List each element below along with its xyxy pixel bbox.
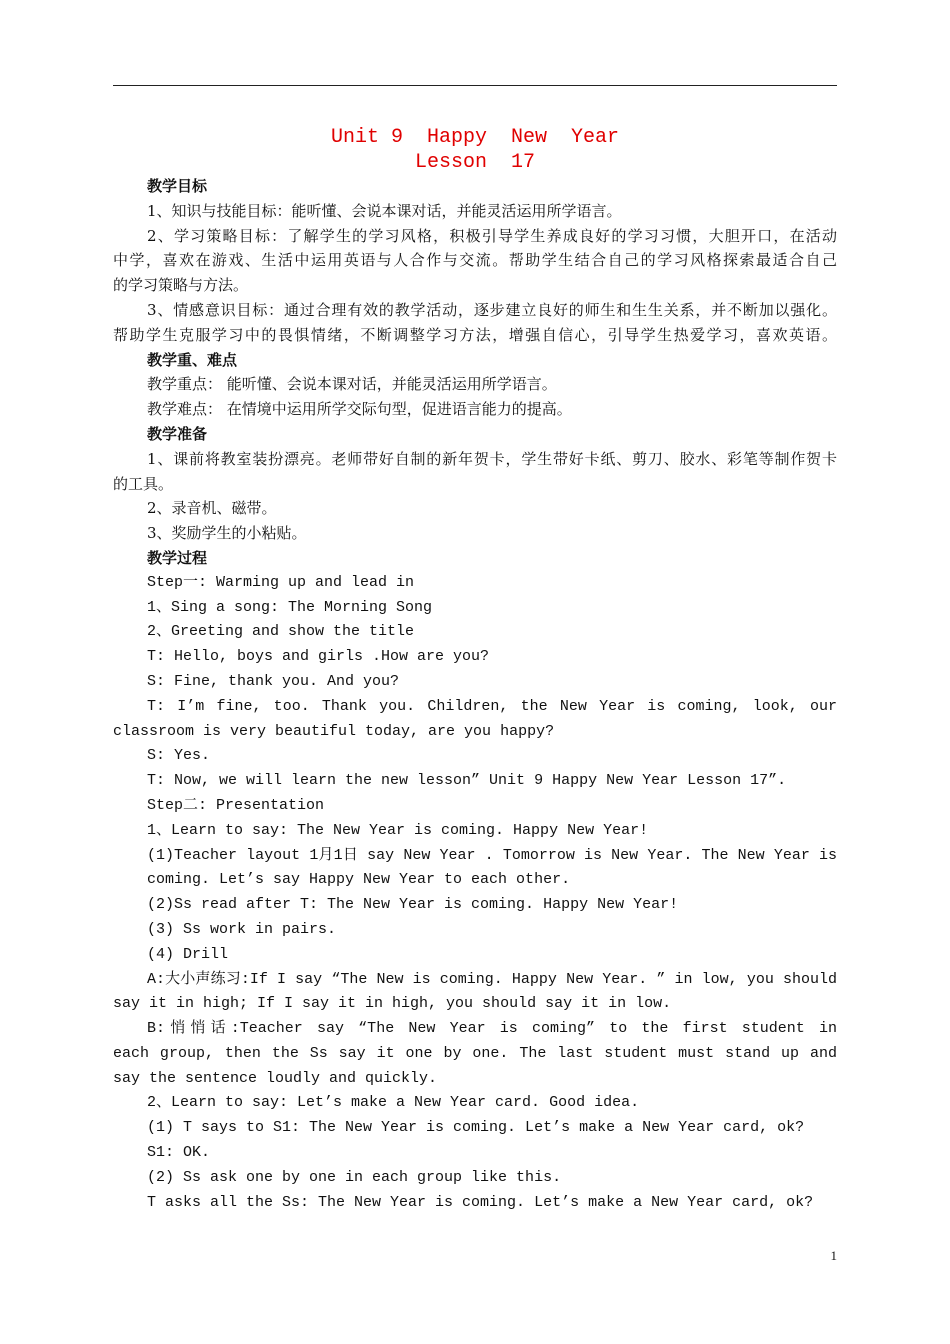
text-line: T: I’m fine, too. Thank you. Children, the New Year is coming, look, our <box>147 697 837 715</box>
text-line: (3) Ss work in pairs. <box>147 920 337 938</box>
text-line: Step二: Presentation <box>147 796 325 814</box>
page-number: 1 <box>830 1248 837 1263</box>
text-line: 教学重点： 能听懂、会说本课对话，并能灵活运用所学语言。 <box>147 375 557 394</box>
text-line: 教学难点： 在情境中运用所学交际句型，促进语言能力的提高。 <box>147 400 572 419</box>
text-line: 的工具。 <box>113 474 174 493</box>
text-line: say the sentence loudly and quickly. <box>113 1069 438 1087</box>
section-heading: 教学目标 <box>147 177 208 195</box>
text-line: (1)Teacher layout 1月1日 say New Year . Tomorrow is New Year. The New Year is <box>147 846 837 864</box>
text-line: (1) T says to S1: The New Year is coming. Let’s make a New Year card, ok? <box>147 1119 805 1137</box>
text-line: 帮助学生克服学习中的畏惧情绪，不断调整学习方法，增强自信心，引导学生热爱学习，喜欢英语。 <box>113 325 837 344</box>
text-line: Step一: Warming up and lead in <box>147 573 415 591</box>
text-line: classroom is very beautiful today, are you happy? <box>113 722 555 740</box>
text-line: 1、课前将教室装扮漂亮。老师带好自制的新年贺卡，学生带好卡纸、剪刀、胶水、彩笔等制作贺卡 <box>147 449 837 468</box>
doc-title: Unit 9 Happy New Year <box>330 126 620 149</box>
header-rule <box>113 85 837 86</box>
text-line: (2) Ss ask one by one in each group like this. <box>147 1168 562 1186</box>
text-line: S: Fine, thank you. And you? <box>147 672 400 690</box>
text-line: 2、Learn to say: Let’s make a New Year card. Good idea. <box>147 1094 640 1112</box>
text-line: say it in high; If I say it in high, you should say it in low. <box>113 995 672 1013</box>
text-line: S: Yes. <box>147 747 211 765</box>
text-line: 1、Sing a song: The Morning Song <box>147 598 433 616</box>
section-heading: 教学重、难点 <box>147 350 238 369</box>
text-line: 1、知识与技能目标：能听懂、会说本课对话，并能灵活运用所学语言。 <box>147 201 622 220</box>
document-body <box>113 174 837 1215</box>
text-line: 2、Greeting and show the title <box>147 623 415 641</box>
text-line: T asks all the Ss: The New Year is coming. Let’s make a New Year card, ok? <box>147 1193 814 1211</box>
text-line: 3、情感意识目标：通过合理有效的教学活动，逐步建立良好的师生和生生关系，并不断加以强化。 <box>147 300 837 319</box>
text-line: B:悄悄话:Teacher say “The New Year is coming” to the first student in <box>147 1020 837 1038</box>
text-line: 2、录音机、磁带。 <box>147 499 277 518</box>
text-line: 1、Learn to say: The New Year is coming. Happy New Year! <box>147 821 649 839</box>
text-line: (2)Ss read after T: The New Year is coming. Happy New Year! <box>147 896 679 914</box>
section-heading: 教学准备 <box>147 424 208 443</box>
text-line: each group, then the Ss say it one by one. The last student must stand up and <box>113 1044 837 1062</box>
doc-subtitle: Lesson 17 <box>414 151 536 174</box>
text-line: A:大小声练习:If I say “The New is coming. Happy New Year. ” in low, you should <box>147 970 837 988</box>
text-line: T: Now, we will learn the new lesson” Unit 9 Happy New Year Lesson 17”. <box>147 772 787 790</box>
text-line: (4) Drill <box>147 945 229 963</box>
text-line: 2、学习策略目标：了解学生的学习风格，积极引导学生养成良好的学习习惯，大胆开口，在活动 <box>147 226 837 245</box>
text-line: S1: OK. <box>147 1144 211 1162</box>
text-line: coming. Let’s say Happy New Year to each other. <box>147 871 571 889</box>
text-line: 中学，喜欢在游戏、生活中运用英语与人合作与交流。帮助学生结合自己的学习风格探索最适合自己 <box>113 251 837 270</box>
text-line: T: Hello, boys and girls .How are you? <box>147 648 490 666</box>
text-line: 的学习策略与方法。 <box>113 276 249 295</box>
text-line: 3、奖励学生的小粘贴。 <box>147 524 307 543</box>
section-heading: 教学过程 <box>147 548 208 567</box>
